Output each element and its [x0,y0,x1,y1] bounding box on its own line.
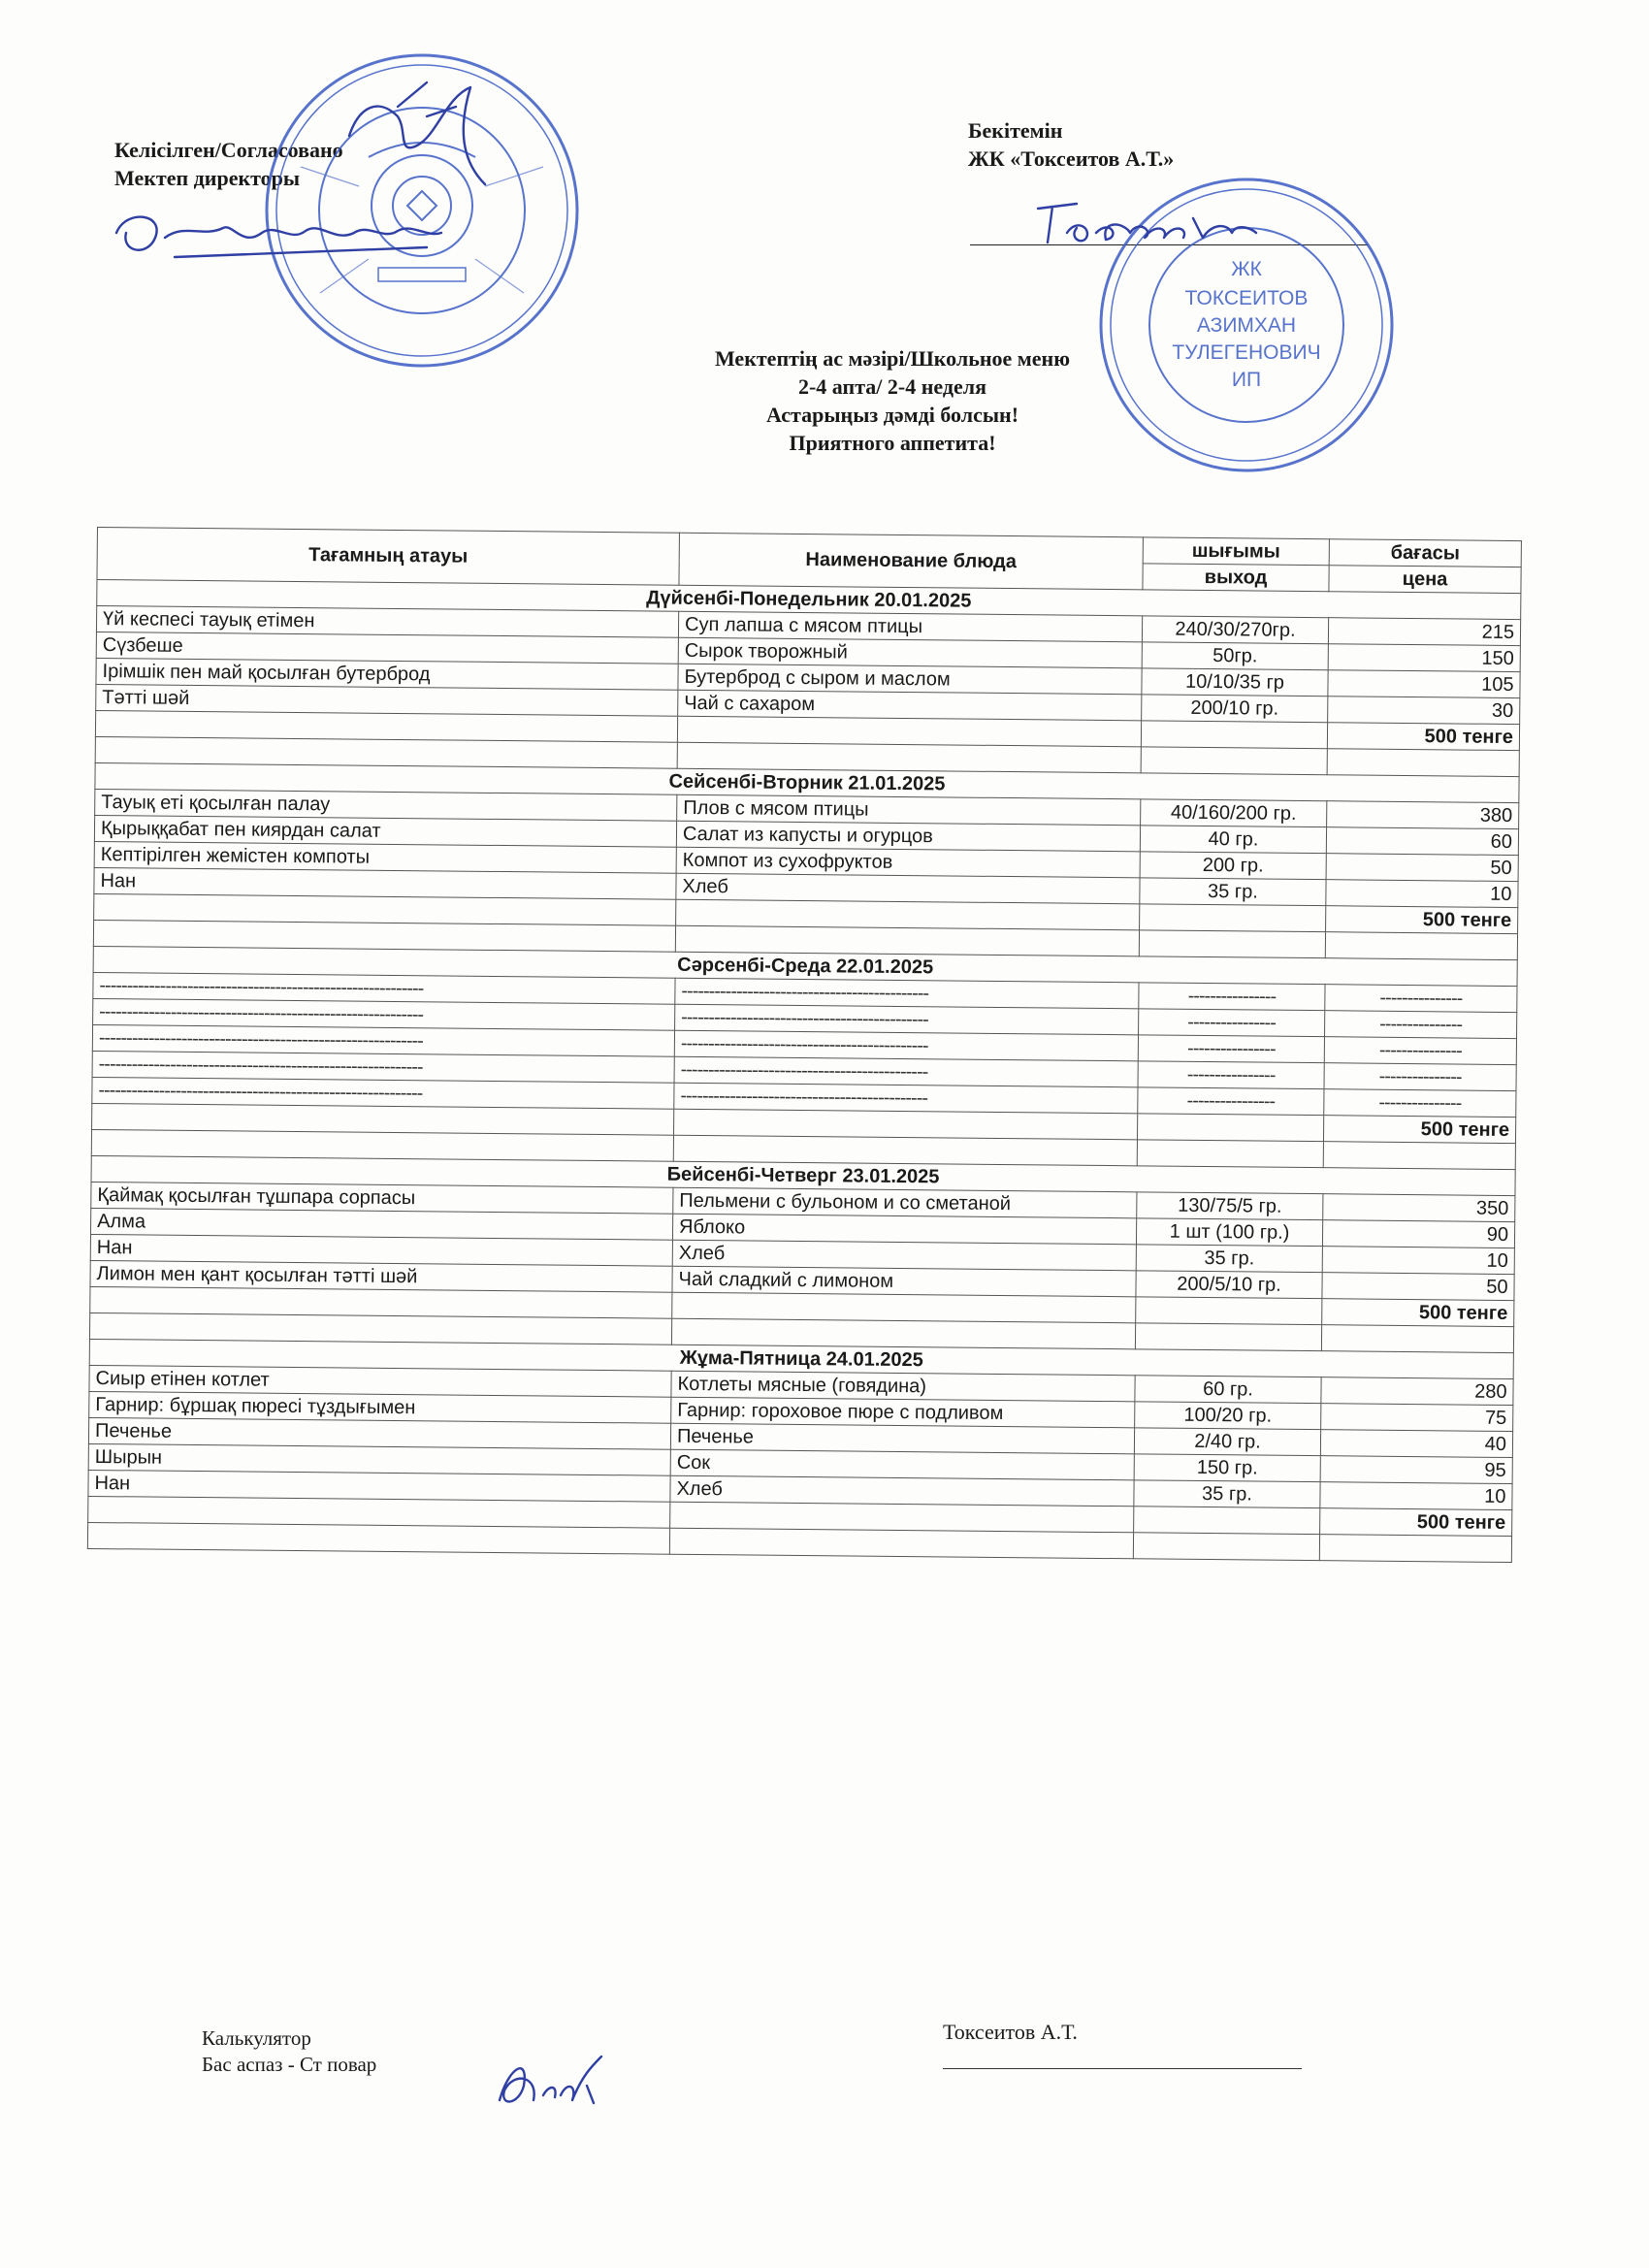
dish-kz: Қаймақ қосылған тұшпара сорпасы [91,1182,673,1214]
title-line-3: Астарыңыз дәмді болсын! [765,403,1019,427]
dish-kz: Гарнир: бұршақ пюресі тұздығымен [89,1391,671,1423]
dish-ru: Суп лапша с мясом птицы [678,611,1142,642]
entrepreneur-label: ЖК «Токсеитов А.Т.» [968,146,1175,171]
dash-kz: ----------------------------------------------------------- [92,1024,674,1056]
dash-output: ---------------- [1139,983,1325,1011]
dish-price: 10 [1320,1482,1512,1510]
day-label: Сейсенбі-Вторник 21.01.2025 [95,762,1519,802]
dish-kz: Тауық еті қосылған палау [95,789,677,821]
school-director-label: Мектеп директоры [114,166,301,190]
dish-output: 50гр. [1142,642,1328,670]
dash-kz: ----------------------------------------------------------- [93,998,675,1030]
dash-ru: --------------------------------------------- [674,1030,1138,1061]
dash-price: --------------- [1324,1089,1516,1118]
dish-ru: Салат из капусты и огурцов [676,821,1140,852]
col-header-price-kz: бағасы [1329,539,1521,567]
dish-kz: Сүзбеше [96,632,678,664]
dish-output: 100/20 гр. [1135,1402,1321,1430]
dish-output: 40/160/200 гр. [1141,799,1327,827]
dash-ru: --------------------------------------------- [674,1056,1138,1087]
day-total: 500 тенге [1326,906,1518,934]
dish-ru: Сырок творожный [678,637,1142,668]
dash-price: --------------- [1325,1011,1517,1039]
dash-price: --------------- [1324,1063,1516,1091]
footer-left [202,2025,376,2078]
dish-price: 10 [1322,1247,1514,1275]
stamp-text-line2: ТОКСЕИТОВ [1184,287,1309,309]
dish-price: 105 [1328,670,1520,698]
dish-kz: Печенье [88,1417,670,1449]
dish-ru: Пельмени с бульоном и со сметаной [673,1187,1137,1218]
dish-output: 35 гр. [1136,1245,1322,1273]
dish-kz: Лимон мен қант қосылған тәтті шәй [90,1260,672,1292]
title-line-4: Приятного аппетита! [789,431,996,455]
dish-kz: Алма [90,1208,672,1240]
dish-output: 40 гр. [1140,826,1326,854]
dish-kz: Нан [90,1234,672,1266]
dish-ru: Хлеб [672,1240,1136,1271]
dash-ru: --------------------------------------------- [674,1083,1138,1114]
dash-output: ---------------- [1138,1087,1324,1116]
entrepreneur-signature [1009,189,1280,257]
dish-output: 150 гр. [1134,1454,1320,1482]
menu-title [0,344,1649,457]
director-signature [107,78,592,291]
dash-price: --------------- [1324,1037,1516,1065]
stamp-text-line1: ЖК [1231,258,1262,280]
dish-kz: Қырыққабат пен киярдан салат [94,815,676,847]
dish-kz: Шырын [88,1443,670,1475]
dish-kz: Сиыр етінен котлет [89,1365,671,1397]
dish-price: 150 [1328,644,1520,672]
dish-output: 200 гр. [1140,852,1326,880]
dish-ru: Чай с сахаром [678,690,1142,721]
title-line-2: 2-4 апта/ 2-4 неделя [797,374,986,399]
calculator-label: Калькулятор [202,2026,311,2050]
col-header-output-ru: выход [1143,564,1329,592]
dish-kz: Кептірілген жемістен компоты [94,841,676,873]
dish-price: 90 [1322,1220,1514,1248]
footer-signature-line [943,2068,1302,2069]
dish-price: 10 [1326,880,1518,908]
agreed-label: Келісілген/Согласовано [114,138,343,162]
dish-output: 200/5/10 гр. [1136,1271,1322,1299]
dish-output: 200/10 гр. [1142,695,1328,723]
footer-right-name: Токсеитов А.Т. [943,2020,1078,2044]
dish-price: 380 [1327,801,1519,829]
dash-output: ---------------- [1139,1009,1325,1037]
col-header-price-ru: цена [1329,566,1521,594]
col-header-ru: Наименование блюда [679,533,1143,590]
day-total: 500 тенге [1322,1299,1514,1327]
day-total: 500 тенге [1327,723,1519,751]
dash-price: --------------- [1325,985,1517,1013]
dish-ru: Яблоко [672,1214,1136,1245]
dish-price: 280 [1321,1377,1513,1406]
approval-block-right [968,116,1174,173]
dish-price: 50 [1326,854,1518,882]
dish-ru: Компот из сухофруктов [676,847,1140,878]
stamp-text-line3: АЗИМХАН [1196,314,1297,337]
dash-ru: --------------------------------------------- [675,978,1139,1009]
dish-ru: Котлеты мясные (говядина) [671,1371,1135,1402]
table-header-row-1 [97,528,1521,567]
dish-price: 60 [1326,827,1518,856]
dish-price: 350 [1323,1194,1515,1222]
col-header-kz: Тағамның атауы [97,528,679,586]
dish-kz: Нан [94,867,676,899]
dish-ru: Чай сладкий с лимоном [672,1266,1136,1297]
dash-output: ---------------- [1138,1061,1324,1089]
dish-ru: Гарнир: гороховое пюре с подливом [671,1397,1135,1428]
dish-kz: Тәтті шәй [96,684,678,716]
dish-price: 50 [1322,1273,1514,1301]
day-label: Жұма-Пятница 24.01.2025 [89,1339,1513,1378]
dish-output: 130/75/5 гр. [1137,1192,1323,1220]
dish-output: 60 гр. [1135,1376,1321,1404]
dish-output: 10/10/35 гр [1142,668,1328,697]
dash-ru: --------------------------------------------- [675,1004,1139,1035]
dish-ru: Бутерброд с сыром и маслом [678,664,1142,695]
menu-table [87,527,1522,1563]
dish-output: 240/30/270гр. [1142,616,1328,644]
stamp-text-line5: ИП [1231,369,1262,391]
dish-kz: Нан [88,1470,670,1502]
dish-price: 75 [1321,1404,1513,1432]
dish-price: 95 [1320,1456,1512,1484]
approve-label: Бекітемін [968,118,1063,143]
dish-kz: Ірімшік пен май қосылған бутерброд [96,658,678,690]
dish-price: 215 [1328,618,1520,646]
dish-ru: Сок [670,1449,1134,1480]
col-header-output-kz: шығымы [1143,537,1329,566]
dish-ru: Плов с мясом птицы [677,794,1141,826]
dash-kz: ----------------------------------------------------------- [92,1051,674,1083]
cook-signature [485,2047,621,2115]
dish-output: 1 шт (100 гр.) [1136,1218,1322,1247]
dish-price: 40 [1320,1430,1512,1458]
dish-kz: Үй кеспесі тауық етімен [96,606,678,638]
dash-output: ---------------- [1138,1035,1324,1063]
dash-kz: ----------------------------------------------------------- [92,1077,674,1109]
dish-output: 35 гр. [1134,1480,1320,1508]
head-cook-label: Бас аспаз - Ст повар [202,2053,377,2076]
dash-kz: ----------------------------------------------------------- [93,972,675,1004]
dish-output: 2/40 гр. [1134,1428,1320,1456]
stamp-text-line4: ТУЛЕГЕНОВИЧ [1172,341,1321,364]
dish-ru: Хлеб [670,1475,1134,1507]
day-label: Дүйсенбі-Понедельник 20.01.2025 [97,580,1521,620]
dish-ru: Печенье [670,1423,1134,1454]
day-label: Бейсенбі-Четверг 23.01.2025 [91,1155,1515,1195]
dish-ru: Хлеб [676,873,1140,904]
day-total: 500 тенге [1320,1508,1512,1537]
day-label: Сәрсенбі-Среда 22.01.2025 [93,946,1517,986]
dish-output: 35 гр. [1140,878,1326,906]
day-total: 500 тенге [1323,1116,1515,1144]
title-line-1: Мектептің ас мәзірі/Школьное меню [714,346,1071,371]
dish-price: 30 [1328,697,1520,725]
